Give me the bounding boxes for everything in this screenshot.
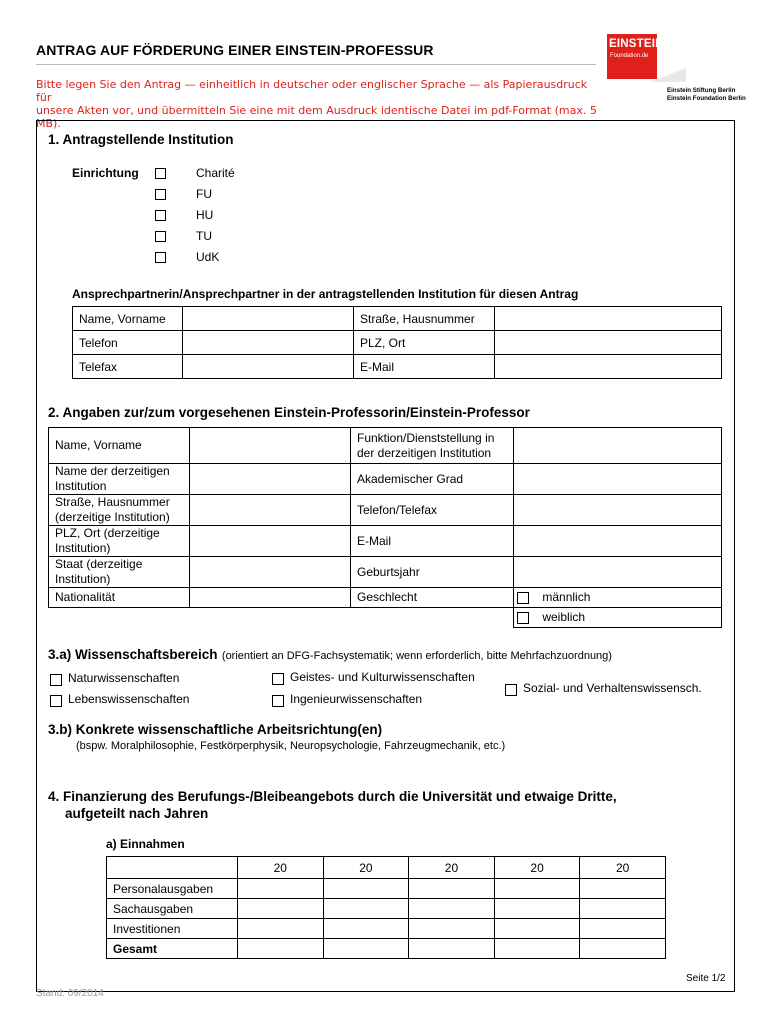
prof-name-input[interactable] <box>190 428 351 464</box>
spacer-cell <box>351 608 514 628</box>
year-cell: 20 <box>323 857 409 879</box>
amount-input[interactable] <box>494 939 580 959</box>
einnahmen-row <box>107 879 666 899</box>
amount-input[interactable] <box>409 939 495 959</box>
amount-input[interactable] <box>409 919 495 939</box>
row-label-sachausgaben: Sachausgaben <box>107 899 238 919</box>
einrichtung-label: Einrichtung <box>72 166 139 180</box>
amount-input[interactable] <box>323 899 409 919</box>
amount-input[interactable] <box>323 939 409 959</box>
checkbox-sozialwissenschaften[interactable] <box>505 684 517 696</box>
section-2-heading: 2. Angaben zur/zum vorgesehenen Einstein-Professorin/Einstein-Professor <box>48 405 530 420</box>
prof-city-input[interactable] <box>190 526 351 557</box>
einnahmen-corner-cell <box>107 857 238 879</box>
professor-table <box>48 427 722 628</box>
checkbox-charite[interactable] <box>155 168 166 179</box>
checkbox-fu[interactable] <box>155 189 166 200</box>
amount-input[interactable] <box>238 879 324 899</box>
amount-input[interactable] <box>238 899 324 919</box>
section-4-heading-line-2: aufgeteilt nach Jahren <box>65 806 209 821</box>
year-cell: 20 <box>238 857 324 879</box>
amount-input[interactable] <box>409 879 495 899</box>
contact-label-street: Straße, Hausnummer <box>354 307 495 331</box>
logo-subtitle: Foundation.de <box>610 53 649 59</box>
professor-row <box>49 495 722 526</box>
prof-label-email: E-Mail <box>351 526 514 557</box>
checkbox-tu[interactable] <box>155 231 166 242</box>
gender-female-cell <box>514 608 722 628</box>
einnahmen-table <box>106 856 666 959</box>
prof-phone-input[interactable] <box>514 495 722 526</box>
row-label-gesamt: Gesamt <box>107 939 238 959</box>
logo-word: EINSTEIN <box>609 38 664 50</box>
checkbox-ingenieurwissenschaften[interactable] <box>272 695 284 707</box>
section-3a-header <box>48 646 612 664</box>
professor-row <box>49 428 722 464</box>
prof-label-institution: Name der derzeitigen Institution <box>49 464 190 495</box>
professor-row <box>49 526 722 557</box>
amount-input[interactable] <box>580 919 666 939</box>
option-lebenswissenschaften: Lebenswissenschaften <box>68 692 190 706</box>
form-title: ANTRAG AUF FÖRDERUNG EINER EINSTEIN-PROFESSUR <box>36 42 434 58</box>
section-3b-note: (bspw. Moralphilosophie, Festkörperphysik, Neuropsychologie, Fahrzeugmechanik, etc.) <box>76 740 506 752</box>
amount-input[interactable] <box>494 899 580 919</box>
form-version: Stand: 09/2014 <box>36 988 104 999</box>
intro-line-1: Bitte legen Sie den Antrag — einheitlich in deutscher oder englischer Sprache — als Papierausdruck für <box>36 78 588 104</box>
contact-fax-input[interactable] <box>183 355 354 379</box>
professor-row <box>49 557 722 588</box>
einnahmen-row <box>107 919 666 939</box>
prof-label-phone: Telefon/Telefax <box>351 495 514 526</box>
contact-street-input[interactable] <box>495 307 722 331</box>
org-line-2: Einstein Foundation Berlin <box>667 95 746 102</box>
einnahmen-heading: a) Einnahmen <box>106 837 185 851</box>
contact-label-city: PLZ, Ort <box>354 331 495 355</box>
option-sozialwissenschaften: Sozial- und Verhaltenswissensch. <box>523 681 702 695</box>
section-1-heading: 1. Antragstellende Institution <box>48 132 234 147</box>
amount-input[interactable] <box>238 939 324 959</box>
prof-function-input[interactable] <box>514 428 722 464</box>
prof-country-input[interactable] <box>190 557 351 588</box>
checkbox-udk[interactable] <box>155 252 166 263</box>
checkbox-female[interactable] <box>517 612 529 624</box>
option-geisteswissenschaften: Geistes- und Kulturwissenschaften <box>290 670 475 684</box>
checkbox-hu[interactable] <box>155 210 166 221</box>
contact-label-phone: Telefon <box>73 331 183 355</box>
prof-nationality-input[interactable] <box>190 588 351 608</box>
section-4-heading-line-1: 4. Finanzierung des Berufungs-/Bleibeangebots durch die Universität und etwaige Dritte, <box>48 789 617 804</box>
amount-input[interactable] <box>323 879 409 899</box>
prof-label-street: Straße, Hausnummer (derzeitige Institution) <box>49 495 190 526</box>
gender-female-label: weiblich <box>542 610 586 624</box>
institution-udk: UdK <box>196 250 220 264</box>
institution-hu: HU <box>196 208 214 222</box>
contact-row <box>73 331 722 355</box>
amount-input[interactable] <box>323 919 409 939</box>
organization-name <box>667 87 746 103</box>
contact-phone-input[interactable] <box>183 331 354 355</box>
contact-city-input[interactable] <box>495 331 722 355</box>
institution-fu: FU <box>196 187 212 201</box>
contact-table <box>72 306 722 379</box>
section-4-heading <box>48 788 617 822</box>
org-line-1: Einstein Stiftung Berlin <box>667 87 736 94</box>
page-number: Seite 1/2 <box>686 973 726 984</box>
prof-label-city: PLZ, Ort (derzeitige Institution) <box>49 526 190 557</box>
institution-charite: Charité <box>196 166 235 180</box>
contact-name-input[interactable] <box>183 307 354 331</box>
institution-tu: TU <box>196 229 212 243</box>
prof-label-birthyear: Geburtsjahr <box>351 557 514 588</box>
prof-email-input[interactable] <box>514 526 722 557</box>
professor-row <box>49 608 722 628</box>
row-label-personalausgaben: Personalausgaben <box>107 879 238 899</box>
prof-degree-input[interactable] <box>514 464 722 495</box>
einnahmen-row <box>107 899 666 919</box>
prof-institution-input[interactable] <box>190 464 351 495</box>
section-3a-heading: 3.a) Wissenschaftsbereich <box>48 647 218 662</box>
prof-label-degree: Akademischer Grad <box>351 464 514 495</box>
contact-heading: Ansprechpartnerin/Ansprechpartner in der antragstellenden Institution für diesen Antrag <box>72 287 579 301</box>
spacer-cell <box>49 608 190 628</box>
checkbox-geisteswissenschaften[interactable] <box>272 673 284 685</box>
checkbox-lebenswissenschaften[interactable] <box>50 695 62 707</box>
year-cell: 20 <box>494 857 580 879</box>
prof-label-country: Staat (derzeitige Institution) <box>49 557 190 588</box>
amount-input[interactable] <box>494 879 580 899</box>
contact-email-input[interactable] <box>495 355 722 379</box>
einnahmen-header-row <box>107 857 666 879</box>
intro-line-2: unsere Akten vor, und übermitteln Sie eine mit dem Ausdruck identische Datei im pdf-Format (max. 5 MB). <box>36 104 597 130</box>
checkbox-male[interactable] <box>517 592 529 604</box>
contact-label-fax: Telefax <box>73 355 183 379</box>
contact-label-name: Name, Vorname <box>73 307 183 331</box>
contact-row <box>73 355 722 379</box>
amount-input[interactable] <box>409 899 495 919</box>
prof-label-gender: Geschlecht <box>351 588 514 608</box>
prof-birthyear-input[interactable] <box>514 557 722 588</box>
year-cell: 20 <box>580 857 666 879</box>
year-cell: 20 <box>409 857 495 879</box>
section-3b-heading: 3.b) Konkrete wissenschaftliche Arbeitsrichtung(en) <box>48 722 383 737</box>
gender-male-cell <box>514 588 722 608</box>
prof-label-name: Name, Vorname <box>49 428 190 464</box>
einnahmen-row <box>107 939 666 959</box>
option-naturwissenschaften: Naturwissenschaften <box>68 671 180 685</box>
title-divider <box>36 64 596 65</box>
section-3a-note: (orientiert an DFG-Fachsystematik; wenn erforderlich, bitte Mehrfachzuordnung) <box>221 650 612 662</box>
amount-input[interactable] <box>580 939 666 959</box>
amount-input[interactable] <box>580 899 666 919</box>
contact-row <box>73 307 722 331</box>
prof-label-function: Funktion/Dienststellung in der derzeitigen Institution <box>351 428 514 464</box>
spacer-cell <box>190 608 351 628</box>
row-label-investitionen: Investitionen <box>107 919 238 939</box>
gender-male-label: männlich <box>542 590 591 604</box>
professor-row <box>49 588 722 608</box>
amount-input[interactable] <box>494 919 580 939</box>
contact-label-email: E-Mail <box>354 355 495 379</box>
prof-street-input[interactable] <box>190 495 351 526</box>
checkbox-naturwissenschaften[interactable] <box>50 674 62 686</box>
amount-input[interactable] <box>580 879 666 899</box>
option-ingenieurwissenschaften: Ingenieurwissenschaften <box>290 692 423 706</box>
amount-input[interactable] <box>238 919 324 939</box>
professor-row <box>49 464 722 495</box>
prof-label-nationality: Nationalität <box>49 588 190 608</box>
